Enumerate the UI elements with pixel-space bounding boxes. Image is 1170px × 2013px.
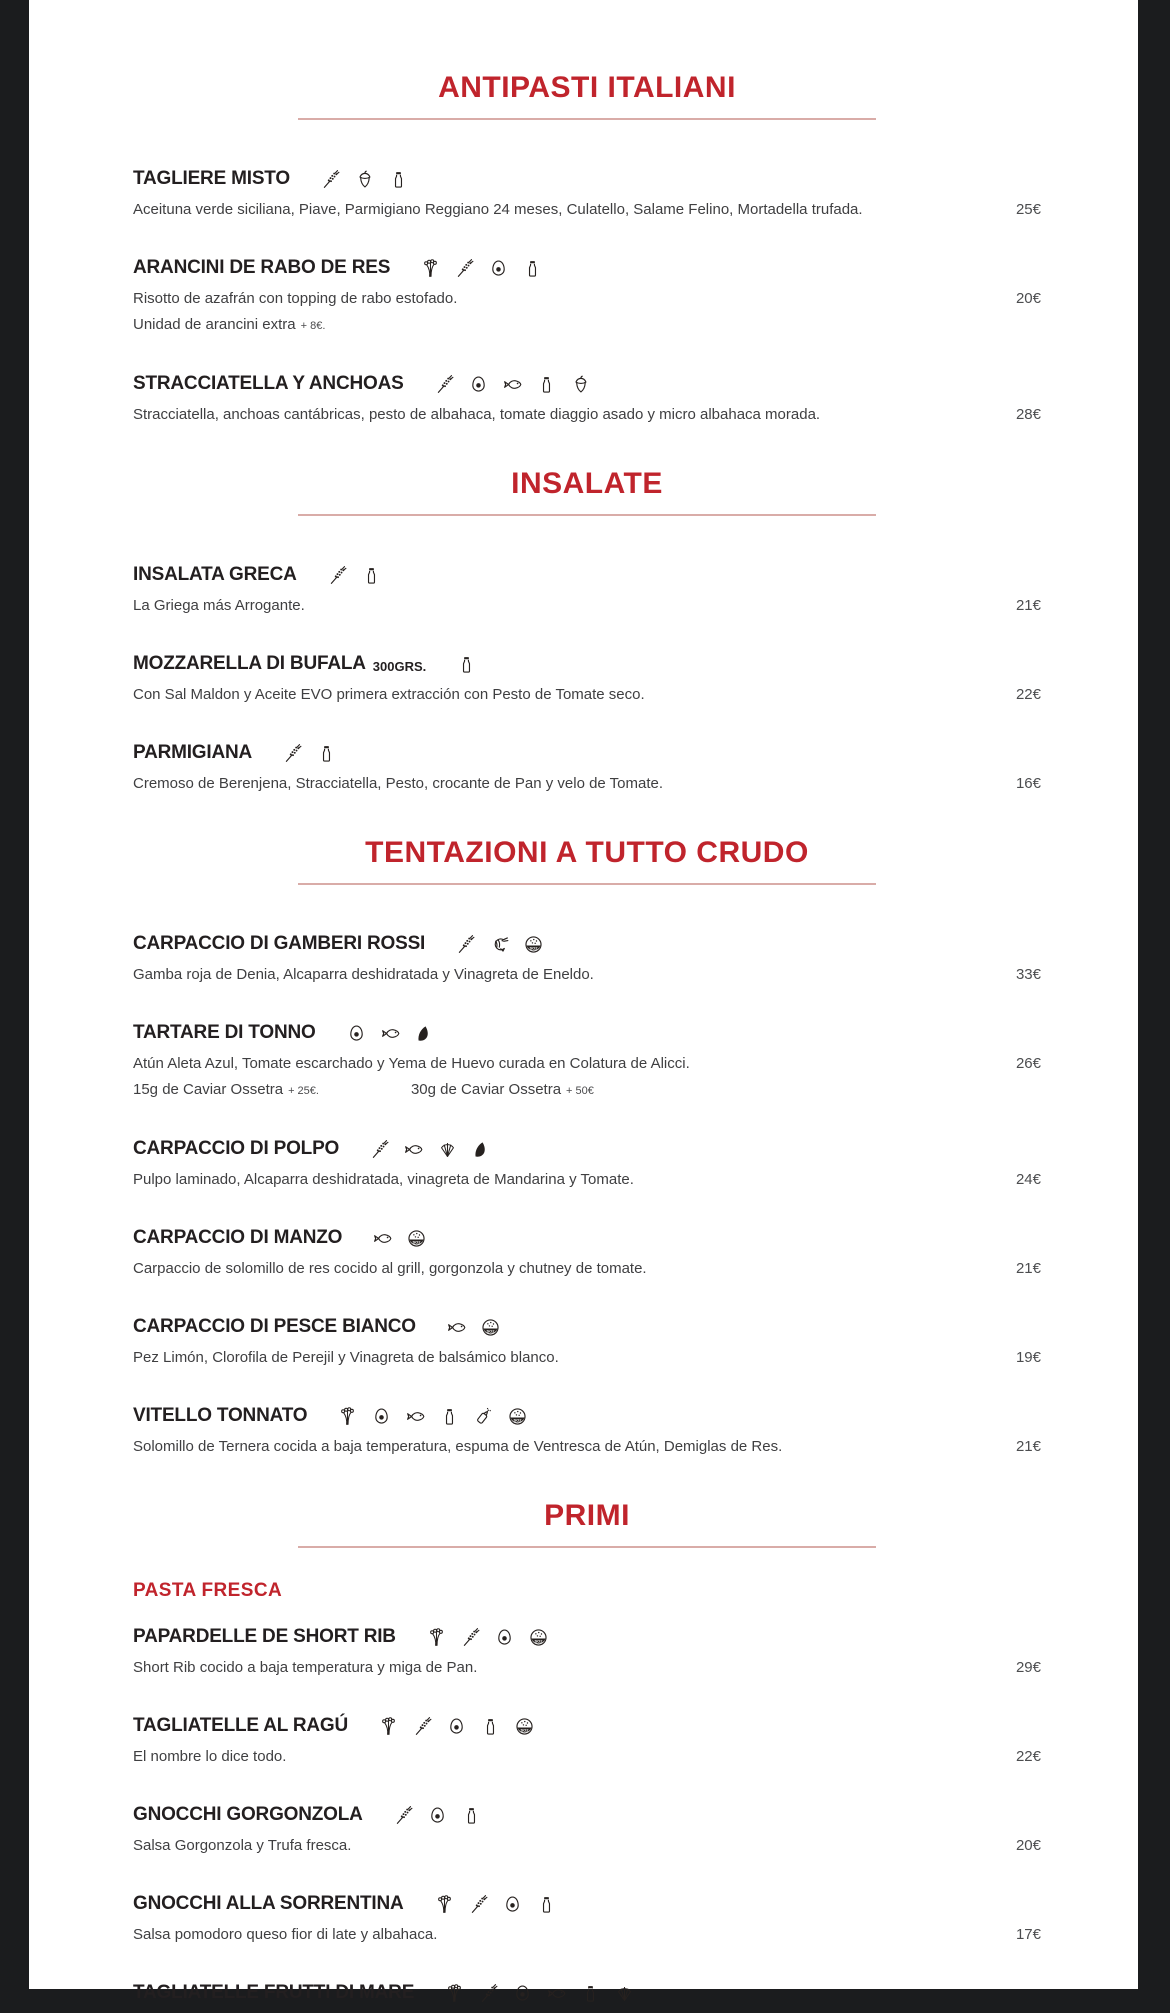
allergen-icons (434, 374, 591, 395)
fish-icon (372, 1228, 393, 1249)
subsection-title: PASTA FRESCA (133, 1580, 283, 1601)
allergen-icons (327, 565, 382, 586)
sulfites-so2-icon (480, 1317, 501, 1338)
section-items (133, 931, 1041, 1458)
menu-item (133, 1891, 1041, 1946)
fish-icon (405, 1406, 426, 1427)
menu-item-body (133, 1835, 1041, 1857)
dish-description: El nombre lo dice todo. (133, 1748, 287, 1765)
section-header (133, 835, 1041, 885)
celery-icon (337, 1406, 358, 1427)
dish-price: 29€ (1015, 1659, 1041, 1676)
menu-item-header (133, 931, 1041, 957)
svg-text:SO2: SO2 (529, 945, 538, 951)
milk-bottle-icon (361, 565, 382, 586)
allergen-icons (337, 1406, 528, 1427)
menu-item (133, 562, 1041, 617)
fish-icon (546, 1983, 567, 2004)
menu-item (133, 371, 1041, 426)
menu-item-header (133, 1225, 1041, 1251)
menu-item (133, 1624, 1041, 1679)
allergen-icons (378, 1716, 535, 1737)
section-header (133, 466, 1041, 516)
menu-section (133, 1498, 1041, 2013)
dish-description-wrap (133, 1258, 992, 1280)
menu-item-body (133, 684, 1041, 706)
wheat-icon (434, 374, 455, 395)
menu-item-header (133, 255, 1041, 281)
dish-price: 17€ (1015, 1926, 1041, 1943)
wheat-icon (369, 1139, 390, 1160)
dish-extra-label: Unidad de arancini extra (133, 316, 296, 333)
milk-bottle-icon (316, 743, 337, 764)
svg-text:SO2: SO2 (520, 1727, 529, 1733)
dish-price: 21€ (1015, 1438, 1041, 1455)
dish-description: Con Sal Maldon y Aceite EVO primera extracción con Pesto de Tomate seco. (133, 686, 645, 703)
menu-item-body (133, 288, 1041, 337)
menu-item-header (133, 166, 1041, 192)
dish-price: 22€ (1015, 686, 1041, 703)
svg-text:SO2: SO2 (486, 1328, 495, 1334)
dish-extra-label: 30g de Caviar Ossetra (410, 1081, 562, 1098)
menu-item-body (133, 964, 1041, 986)
wheat-icon (468, 1894, 489, 1915)
menu-item (133, 166, 1041, 221)
dish-description: Carpaccio de solomillo de res cocido al grill, gorgonzola y chutney de tomate. (133, 1260, 647, 1277)
milk-bottle-icon (388, 169, 409, 190)
dish-price: 25€ (1015, 201, 1041, 218)
dish-price: 33€ (1015, 966, 1041, 983)
fish-icon (446, 1317, 467, 1338)
menu-content (29, 0, 1138, 2013)
dish-description: Salsa pomodoro queso fior di late y albahaca. (133, 1926, 438, 1943)
allergen-icons (282, 743, 337, 764)
sulfites-so2-icon (514, 1716, 535, 1737)
mollusk-mussel-icon (471, 1139, 492, 1160)
menu-item (133, 740, 1041, 795)
menu-item-body (133, 1746, 1041, 1768)
milk-bottle-icon (461, 1805, 482, 1826)
fish-icon (380, 1023, 401, 1044)
dish-description-wrap (133, 1657, 992, 1679)
wheat-icon (454, 258, 475, 279)
celery-icon (378, 1716, 399, 1737)
menu-item-body (133, 1258, 1041, 1280)
menu-item-body (133, 1347, 1041, 1369)
menu-item (133, 1713, 1041, 1768)
allergen-icons (369, 1139, 492, 1160)
menu-item-body (133, 1657, 1041, 1679)
section-underline (298, 118, 876, 120)
dish-description-wrap (133, 1746, 992, 1768)
dish-price: 24€ (1015, 1171, 1041, 1188)
dish-description-wrap (133, 1053, 992, 1102)
section-underline (298, 1546, 876, 1548)
svg-text:SO2: SO2 (513, 1417, 522, 1423)
dish-description: Short Rib cocido a baja temperatura y miga de Pan. (133, 1659, 478, 1676)
dish-extra-option (411, 1079, 594, 1102)
section-underline (298, 514, 876, 516)
dish-price: 20€ (1015, 290, 1041, 307)
dish-name: MOZZARELLA DI BUFALA (133, 653, 366, 674)
dish-price: 21€ (1015, 1260, 1041, 1277)
celery-icon (434, 1894, 455, 1915)
menu-item-header (133, 371, 1041, 397)
dish-description: Stracciatella, anchoas cantábricas, pesto de albahaca, tomate diaggio asado y micro albahaca morada. (133, 406, 821, 423)
dish-name: CARPACCIO DI MANZO (133, 1227, 343, 1248)
dish-description-wrap (133, 964, 992, 986)
menu-page (29, 0, 1138, 2003)
wheat-icon (282, 743, 303, 764)
dish-name: GNOCCHI GORGONZOLA (133, 1804, 363, 1825)
dish-description-wrap (133, 684, 992, 706)
menu-item-body (133, 595, 1041, 617)
allergen-icons (420, 258, 543, 279)
fish-icon (403, 1139, 424, 1160)
menu-item-body (133, 404, 1041, 426)
mollusk-scallop-icon (614, 1983, 635, 2004)
milk-bottle-icon (536, 374, 557, 395)
egg-icon (468, 374, 489, 395)
dish-description-wrap (133, 199, 992, 221)
menu-item (133, 1403, 1041, 1458)
menu-item-header (133, 740, 1041, 766)
menu-item-header (133, 1136, 1041, 1162)
dish-extra-price: + 8€. (300, 320, 326, 332)
dish-name: STRACCIATELLA Y ANCHOAS (133, 373, 404, 394)
mollusk-mussel-icon (414, 1023, 435, 1044)
dish-name: GNOCCHI ALLA SORRENTINA (133, 1893, 404, 1914)
menu-section (133, 835, 1041, 1458)
wheat-icon (393, 1805, 414, 1826)
allergen-icons (393, 1805, 482, 1826)
section-items (133, 166, 1041, 426)
allergen-icons (372, 1228, 427, 1249)
section-title: TENTAZIONI A TUTTO CRUDO (365, 836, 809, 869)
dish-name: PARMIGIANA (133, 742, 253, 763)
mollusk-scallop-icon (437, 1139, 458, 1160)
dish-description-wrap (133, 288, 992, 337)
section-title: INSALATE (511, 467, 663, 500)
menu-item-body (133, 1053, 1041, 1102)
egg-icon (488, 258, 509, 279)
dish-price: 22€ (1015, 1748, 1041, 1765)
sulfites-so2-icon (507, 1406, 528, 1427)
menu-item-body (133, 199, 1041, 221)
sulfites-so2-icon (406, 1228, 427, 1249)
dish-name: ARANCINI DE RABO DE RES (133, 257, 391, 278)
dish-description-wrap (133, 595, 992, 617)
dish-description: Atún Aleta Azul, Tomate escarchado y Yema de Huevo curada en Colatura de Alicci. (133, 1055, 690, 1072)
crustacean-shrimp-icon (489, 934, 510, 955)
dish-extra-label: 15g de Caviar Ossetra (133, 1081, 284, 1098)
menu-item-body (133, 1924, 1041, 1946)
dish-description: Cremoso de Berenjena, Stracciatella, Pesto, crocante de Pan y velo de Tomate. (133, 775, 664, 792)
menu-item (133, 255, 1041, 337)
dish-extras (133, 314, 992, 337)
menu-item-header (133, 1624, 1041, 1650)
milk-bottle-icon (480, 1716, 501, 1737)
sulfites-so2-icon (528, 1627, 549, 1648)
dish-name: CARPACCIO DI PESCE BIANCO (133, 1316, 416, 1337)
dish-extra-option (133, 314, 325, 337)
egg-icon (502, 1894, 523, 1915)
menu-item-header (133, 1314, 1041, 1340)
allergen-icons (320, 169, 409, 190)
egg-icon (512, 1983, 533, 2004)
dish-price: 16€ (1015, 775, 1041, 792)
milk-bottle-icon (580, 1983, 601, 2004)
section-title: ANTIPASTI ITALIANI (438, 71, 736, 104)
wheat-icon (320, 169, 341, 190)
allergen-icons (456, 654, 477, 675)
dish-extra-price: + 50€ (566, 1085, 594, 1097)
celery-icon (420, 258, 441, 279)
dish-size-note: 300GRS. (372, 658, 427, 674)
section-header (133, 1498, 1041, 1548)
dish-description-wrap (133, 773, 992, 795)
dish-description: Pulpo laminado, Alcaparra deshidratada, vinagreta de Mandarina y Tomate. (133, 1171, 634, 1188)
allergen-icons (444, 1983, 635, 2004)
dish-name: CARPACCIO DI GAMBERI ROSSI (133, 933, 426, 954)
allergen-icons (434, 1894, 557, 1915)
milk-bottle-icon (439, 1406, 460, 1427)
dish-price: 28€ (1015, 406, 1041, 423)
dish-description-wrap (133, 1347, 992, 1369)
dish-price: 26€ (1015, 1055, 1041, 1072)
menu-item (133, 1136, 1041, 1191)
menu-section (133, 466, 1041, 795)
wheat-icon (455, 934, 476, 955)
svg-text:SO2: SO2 (534, 1638, 543, 1644)
menu-item (133, 1314, 1041, 1369)
section-header (133, 70, 1041, 120)
dish-description-wrap (133, 404, 992, 426)
menu-item-header (133, 562, 1041, 588)
menu-item (133, 1225, 1041, 1280)
dish-name: CARPACCIO DI POLPO (133, 1138, 340, 1159)
svg-text:SO2: SO2 (412, 1239, 421, 1245)
wheat-icon (478, 1983, 499, 2004)
dish-description-wrap (133, 1436, 992, 1458)
menu-item-header (133, 1020, 1041, 1046)
dish-name: TARTARE DI TONNO (133, 1022, 316, 1043)
allergen-icons (455, 934, 544, 955)
menu-item (133, 1980, 1041, 2013)
mustard-icon (473, 1406, 494, 1427)
dish-extra-option (133, 1079, 319, 1102)
dish-description: La Griega más Arrogante. (133, 597, 305, 614)
dish-description: Solomillo de Ternera cocida a baja temperatura, espuma de Ventresca de Atún, Demiglas de Res. (133, 1438, 783, 1455)
wheat-icon (327, 565, 348, 586)
menu-item (133, 931, 1041, 986)
sulfites-so2-icon (523, 934, 544, 955)
menu-item-header (133, 1891, 1041, 1917)
section-items (133, 562, 1041, 795)
section-title: PRIMI (544, 1499, 630, 1532)
dish-extras (133, 1079, 992, 1102)
dish-name: TAGLIATELLE AL RAGÚ (133, 1715, 349, 1736)
allergen-icons (446, 1317, 501, 1338)
dish-price: 20€ (1015, 1837, 1041, 1854)
menu-item-body (133, 773, 1041, 795)
dish-description: Pez Limón, Clorofila de Perejil y Vinagreta de balsámico blanco. (133, 1349, 559, 1366)
milk-bottle-icon (522, 258, 543, 279)
dish-extra-price: + 25€. (288, 1085, 319, 1097)
section-underline (298, 883, 876, 885)
dish-price: 19€ (1015, 1349, 1041, 1366)
dish-name: VITELLO TONNATO (133, 1405, 308, 1426)
dish-description-wrap (133, 1835, 992, 1857)
celery-icon (444, 1983, 465, 2004)
egg-icon (427, 1805, 448, 1826)
menu-item-header (133, 1403, 1041, 1429)
nuts-acorn-icon (570, 374, 591, 395)
dish-description-wrap (133, 1169, 992, 1191)
menu-section (133, 70, 1041, 426)
egg-icon (371, 1406, 392, 1427)
dish-name: INSALATA GRECA (133, 564, 297, 585)
dish-description: Gamba roja de Denia, Alcaparra deshidratada y Vinagreta de Eneldo. (133, 966, 594, 983)
menu-item-header (133, 1980, 1041, 2006)
menu-item (133, 651, 1041, 706)
dish-description: Salsa Gorgonzola y Trufa fresca. (133, 1837, 352, 1854)
menu-item (133, 1020, 1041, 1102)
allergen-icons (426, 1627, 549, 1648)
dish-price: 21€ (1015, 597, 1041, 614)
menu-item-body (133, 1169, 1041, 1191)
dish-description-wrap (133, 1924, 992, 1946)
egg-icon (346, 1023, 367, 1044)
menu-item (133, 1802, 1041, 1857)
wheat-icon (460, 1627, 481, 1648)
menu-item-body (133, 1436, 1041, 1458)
menu-item-header (133, 651, 1041, 677)
milk-bottle-icon (456, 654, 477, 675)
milk-bottle-icon (536, 1894, 557, 1915)
nuts-acorn-icon (354, 169, 375, 190)
allergen-icons (346, 1023, 435, 1044)
dish-description: Risotto de azafrán con topping de rabo estofado. (133, 290, 458, 307)
egg-icon (494, 1627, 515, 1648)
egg-icon (446, 1716, 467, 1737)
menu-item-header (133, 1713, 1041, 1739)
wheat-icon (412, 1716, 433, 1737)
dish-name: PAPARDELLE DE SHORT RIB (133, 1626, 396, 1647)
dish-name: TAGLIATELLE FRUTTI DI MARE (133, 1982, 415, 2003)
menu-item-header (133, 1802, 1041, 1828)
fish-icon (502, 374, 523, 395)
dish-name: TAGLIERE MISTO (133, 168, 290, 189)
dish-description: Aceituna verde siciliana, Piave, Parmigiano Reggiano 24 meses, Culatello, Salame Felino, Mortadella trufada. (133, 201, 863, 218)
section-items (133, 1624, 1041, 2013)
celery-icon (426, 1627, 447, 1648)
